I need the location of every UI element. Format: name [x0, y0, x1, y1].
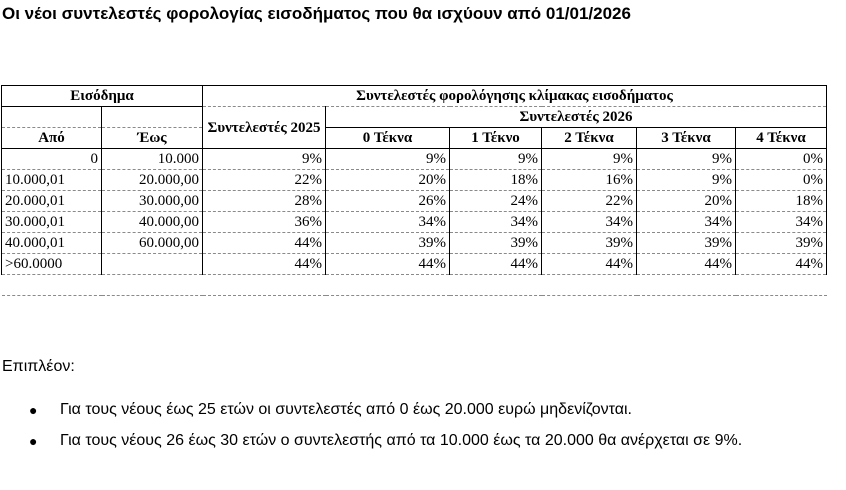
rate-2026-cell: 44%: [326, 254, 450, 275]
empty-cell: [102, 275, 203, 296]
note-text: Για τους νέους 26 έως 30 ετών ο συντελεστής από τα 10.000 έως τα 20.000 θα ανέρχεται σε 9%.: [60, 432, 743, 449]
rates-2025-header: Συντελεστές 2025: [203, 107, 326, 149]
rate-2026-cell: 0%: [736, 149, 827, 170]
rate-2026-cell: 16%: [542, 170, 637, 191]
income-to-cell: [102, 254, 203, 275]
income-to-cell: 30.000,00: [102, 191, 203, 212]
rate-2026-cell: 39%: [637, 233, 736, 254]
income-to-cell: 20.000,00: [102, 170, 203, 191]
empty-cell: [2, 107, 102, 128]
rate-2025-cell: 9%: [203, 149, 326, 170]
list-item: [0, 427, 780, 455]
rate-2026-cell: 9%: [637, 170, 736, 191]
empty-cell: [736, 275, 827, 296]
table-row: [2, 149, 827, 170]
rate-2026-cell: 18%: [736, 191, 827, 212]
table-row: [2, 170, 827, 191]
income-to-cell: 40.000,00: [102, 212, 203, 233]
rate-2026-cell: 39%: [450, 233, 542, 254]
table-row-empty: [2, 275, 827, 296]
rate-2026-cell: 22%: [542, 191, 637, 212]
rate-2026-cell: 20%: [637, 191, 736, 212]
notes-list: [0, 396, 846, 455]
children-header: 0 Τέκνα: [326, 128, 450, 149]
table-row: [2, 254, 827, 275]
rate-2025-cell: 36%: [203, 212, 326, 233]
rate-2026-cell: 9%: [326, 149, 450, 170]
children-header: 3 Τέκνα: [637, 128, 736, 149]
rate-2025-cell: 28%: [203, 191, 326, 212]
page-title: Οι νέοι συντελεστές φορολογίας εισοδήματος που θα ισχύουν από 01/01/2026: [2, 4, 631, 23]
rate-2025-cell: 44%: [203, 254, 326, 275]
rate-2026-cell: 20%: [326, 170, 450, 191]
rate-2026-cell: 44%: [542, 254, 637, 275]
rate-2026-cell: 34%: [637, 212, 736, 233]
empty-cell: [2, 275, 102, 296]
rate-2026-cell: 24%: [450, 191, 542, 212]
table-row: [2, 191, 827, 212]
income-header: Εισόδημα: [2, 86, 203, 107]
note-text: Για τους νέους έως 25 ετών οι συντελεστές από 0 έως 20.000 ευρώ μηδενίζονται.: [60, 401, 632, 418]
rate-2026-cell: 9%: [542, 149, 637, 170]
income-from-cell: 10.000,01: [2, 170, 102, 191]
rates-header: Συντελεστές φορολόγησης κλίμακας εισοδήματος: [203, 86, 827, 107]
from-header: Από: [2, 128, 102, 149]
income-from-cell: 30.000,01: [2, 212, 102, 233]
income-from-cell: 40.000,01: [2, 233, 102, 254]
rate-2026-cell: 44%: [637, 254, 736, 275]
empty-cell: [102, 107, 203, 128]
children-header: 1 Τέκνο: [450, 128, 542, 149]
rate-2026-cell: 9%: [637, 149, 736, 170]
income-to-cell: 10.000: [102, 149, 203, 170]
extra-label: Επιπλέον:: [2, 358, 75, 375]
children-header: 2 Τέκνα: [542, 128, 637, 149]
table-row: [2, 212, 827, 233]
rate-2025-cell: 44%: [203, 233, 326, 254]
rate-2026-cell: 9%: [450, 149, 542, 170]
rate-2026-cell: 39%: [326, 233, 450, 254]
tax-rates-table: [1, 85, 827, 296]
empty-cell: [203, 275, 326, 296]
rate-2026-cell: 34%: [450, 212, 542, 233]
rate-2026-cell: 34%: [736, 212, 827, 233]
empty-cell: [450, 275, 542, 296]
empty-cell: [326, 275, 450, 296]
bullet-icon: ●: [29, 402, 38, 418]
to-header: Έως: [102, 128, 203, 149]
rate-2026-cell: 0%: [736, 170, 827, 191]
rate-2026-cell: 39%: [542, 233, 637, 254]
income-from-cell: 20.000,01: [2, 191, 102, 212]
empty-cell: [637, 275, 736, 296]
list-item: [0, 396, 780, 424]
rates-2026-header: Συντελεστές 2026: [326, 107, 827, 128]
income-to-cell: 60.000,00: [102, 233, 203, 254]
rate-2026-cell: 34%: [542, 212, 637, 233]
rate-2026-cell: 39%: [736, 233, 827, 254]
rate-2026-cell: 34%: [326, 212, 450, 233]
income-from-cell: >60.0000: [2, 254, 102, 275]
income-from-cell: 0: [2, 149, 102, 170]
bullet-icon: ●: [29, 433, 38, 449]
empty-cell: [542, 275, 637, 296]
rate-2025-cell: 22%: [203, 170, 326, 191]
rate-2026-cell: 44%: [736, 254, 827, 275]
table-row: [2, 233, 827, 254]
children-header: 4 Τέκνα: [736, 128, 827, 149]
rate-2026-cell: 18%: [450, 170, 542, 191]
rate-2026-cell: 26%: [326, 191, 450, 212]
rate-2026-cell: 44%: [450, 254, 542, 275]
